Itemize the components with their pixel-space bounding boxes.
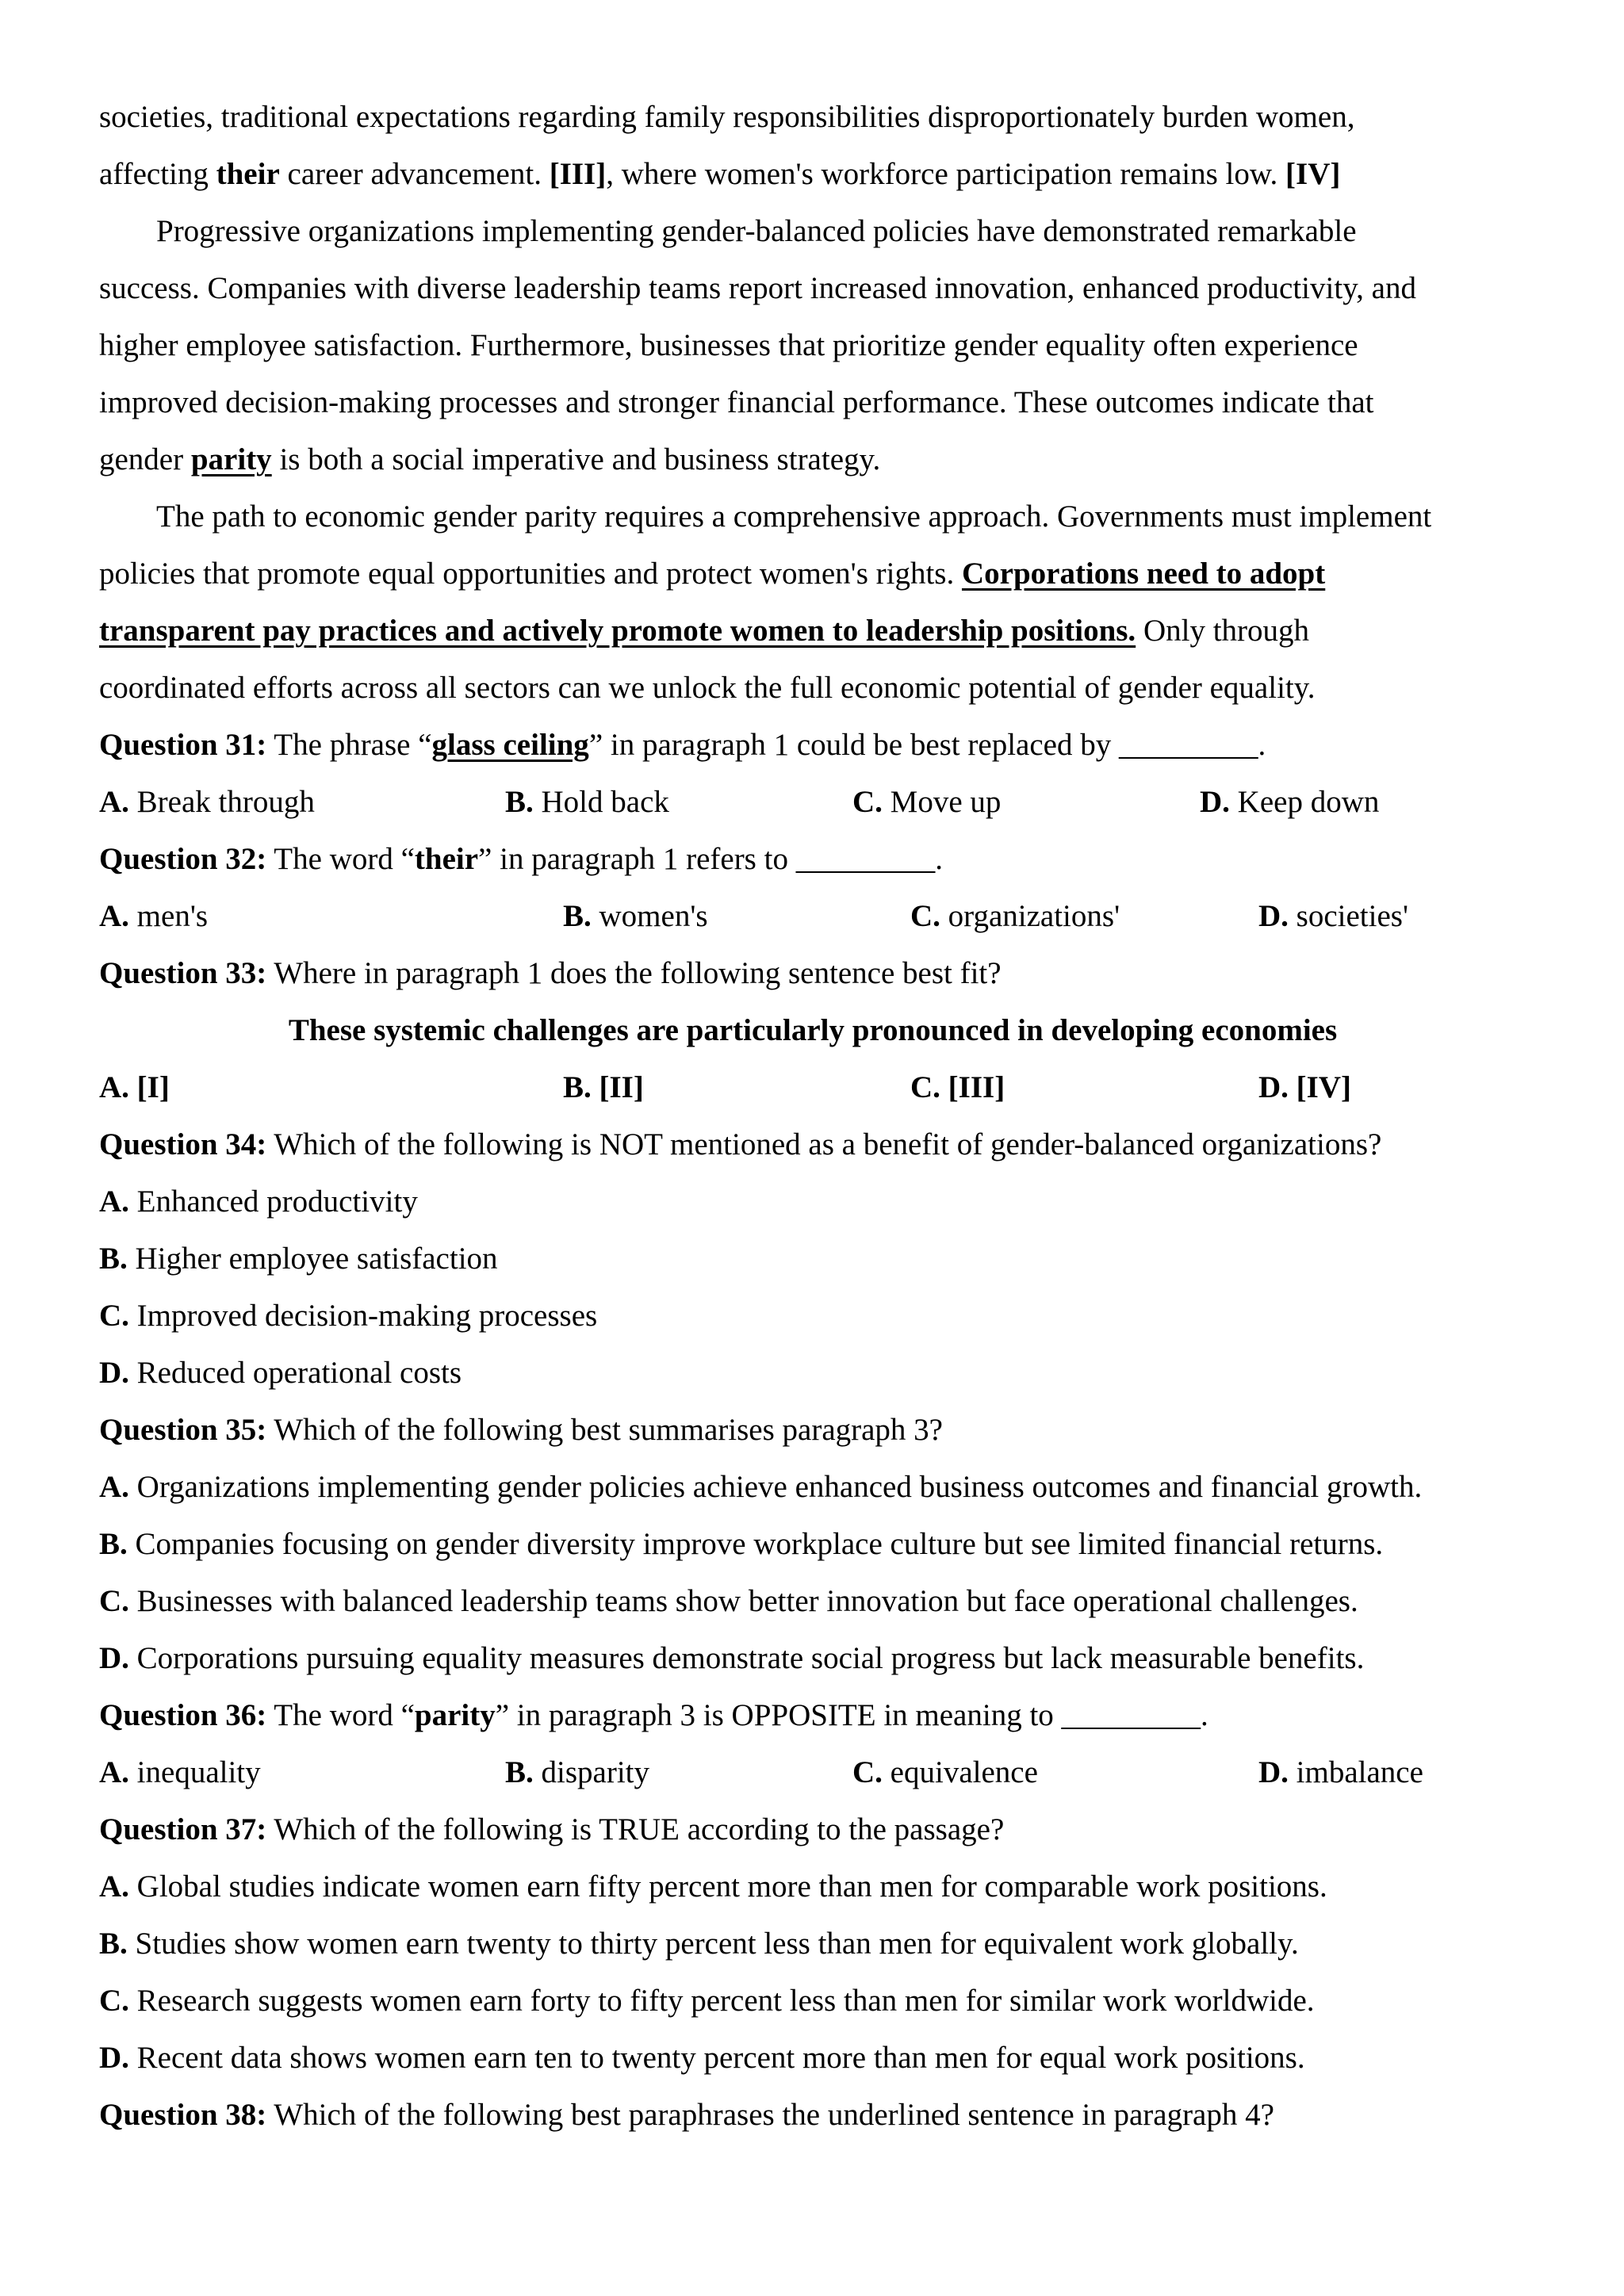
option-d[interactable]: D. societies' xyxy=(1258,899,1408,933)
option-a[interactable]: A. [I] xyxy=(99,1070,170,1104)
option-d[interactable]: D. Corporations pursuing equality measures demonstrate social progress but lack measurable benefits. xyxy=(99,1641,1365,1675)
question-label: Question 31: xyxy=(99,728,267,762)
option-c[interactable]: C. equivalence xyxy=(852,1755,1038,1789)
passage-p4-line-4: coordinated efforts across all sectors can we unlock the full economic potential of gender equality. xyxy=(99,671,1316,705)
question-33: Question 33: Where in paragraph 1 does the following sentence best fit? xyxy=(99,956,1002,990)
passage-p3-line-2: success. Companies with diverse leadership teams report increased innovation, enhanced productivity, and xyxy=(99,271,1416,305)
option-c[interactable]: C. Improved decision-making processes xyxy=(99,1299,598,1333)
question-33-options xyxy=(99,1059,1526,1116)
underlined-sentence-part-1: Corporations need to adopt xyxy=(961,557,1326,591)
passage-p3-line-1: Progressive organizations implementing gender-balanced policies have demonstrated remarkable xyxy=(156,214,1357,248)
passage-p3-line-5: gender parity is both a social imperative and business strategy. xyxy=(99,442,881,476)
question-label: Question 37: xyxy=(99,1812,267,1846)
option-b[interactable]: B. women's xyxy=(563,899,708,933)
option-b[interactable]: B. Studies show women earn twenty to thirty percent less than men for equivalent work globally. xyxy=(99,1927,1299,1961)
option-d[interactable]: D. Recent data shows women earn ten to twenty percent more than men for equal work positions. xyxy=(99,2041,1305,2075)
question-label: Question 36: xyxy=(99,1698,267,1732)
option-d[interactable]: D. imbalance xyxy=(1258,1755,1423,1789)
option-b[interactable]: B. Companies focusing on gender diversity improve workplace culture but see limited financial returns. xyxy=(99,1527,1384,1561)
question-37: Question 37: Which of the following is TRUE according to the passage? xyxy=(99,1812,1005,1846)
underlined-sentence-part-2: transparent pay practices and actively promote women to leadership positions. xyxy=(99,614,1136,648)
question-31-options xyxy=(99,774,1526,831)
passage-p1-line-2: affecting their career advancement. [III], where women's workforce participation remains low. [IV] xyxy=(99,157,1341,191)
question-36: Question 36: The word “parity” in paragraph 3 is OPPOSITE in meaning to _________. xyxy=(99,1698,1208,1732)
option-c[interactable]: C. [III] xyxy=(910,1070,1005,1104)
option-d[interactable]: D. Keep down xyxy=(1200,785,1380,819)
option-a[interactable]: A. Break through xyxy=(99,785,315,819)
option-c[interactable]: C. Research suggests women earn forty to fifty percent less than men for similar work worldwide. xyxy=(99,1984,1315,2018)
question-label: Question 38: xyxy=(99,2098,267,2132)
term-glass-ceiling: glass ceiling xyxy=(431,728,589,762)
term-parity: parity xyxy=(414,1698,496,1732)
question-32: Question 32: The word “their” in paragraph 1 refers to _________. xyxy=(99,842,943,876)
question-32-options xyxy=(99,888,1526,945)
passage-p4-line-3: transparent pay practices and actively promote women to leadership positions. Only through xyxy=(99,614,1310,648)
passage-p4-line-2: policies that promote equal opportunities and protect women's rights. Corporations need to adopt xyxy=(99,557,1326,591)
question-label: Question 34: xyxy=(99,1127,267,1161)
question-38: Question 38: Which of the following best paraphrases the underlined sentence in paragraph 4? xyxy=(99,2098,1274,2132)
option-d[interactable]: D. [IV] xyxy=(1258,1070,1351,1104)
option-c[interactable]: C. Businesses with balanced leadership teams show better innovation but face operational challenges. xyxy=(99,1584,1358,1618)
option-b[interactable]: B. Hold back xyxy=(505,785,669,819)
question-35: Question 35: Which of the following best summarises paragraph 3? xyxy=(99,1413,943,1447)
option-a[interactable]: A. Global studies indicate women earn fifty percent more than men for comparable work positions. xyxy=(99,1869,1327,1904)
question-label: Question 35: xyxy=(99,1413,267,1447)
question-36-options xyxy=(99,1744,1526,1801)
marker-iv: [IV] xyxy=(1285,157,1341,191)
exam-page xyxy=(99,89,1526,2144)
insert-sentence: These systemic challenges are particularly pronounced in developing economies xyxy=(288,1013,1338,1047)
option-b[interactable]: B. disparity xyxy=(505,1755,649,1789)
term-their: their xyxy=(414,842,479,876)
option-a[interactable]: A. men's xyxy=(99,899,209,933)
word-their: their xyxy=(216,157,280,191)
option-c[interactable]: C. organizations' xyxy=(910,899,1120,933)
option-c[interactable]: C. Move up xyxy=(852,785,1002,819)
question-label: Question 32: xyxy=(99,842,267,876)
option-d[interactable]: D. Reduced operational costs xyxy=(99,1356,462,1390)
question-label: Question 33: xyxy=(99,956,267,990)
passage-p3-line-3: higher employee satisfaction. Furthermore, businesses that prioritize gender equality often experience xyxy=(99,328,1358,362)
passage-p3-line-4: improved decision-making processes and stronger financial performance. These outcomes indicate that xyxy=(99,385,1374,419)
question-34: Question 34: Which of the following is NOT mentioned as a benefit of gender-balanced organizations? xyxy=(99,1127,1382,1161)
word-parity: parity xyxy=(190,442,272,476)
passage-p4-line-1: The path to economic gender parity requires a comprehensive approach. Governments must implement xyxy=(156,499,1432,534)
option-a[interactable]: A. Organizations implementing gender policies achieve enhanced business outcomes and financial growth. xyxy=(99,1470,1423,1504)
option-a[interactable]: A. inequality xyxy=(99,1755,261,1789)
option-b[interactable]: B. [II] xyxy=(563,1070,644,1104)
option-b[interactable]: B. Higher employee satisfaction xyxy=(99,1242,498,1276)
question-31: Question 31: The phrase “glass ceiling” in paragraph 1 could be best replaced by _________. xyxy=(99,728,1266,762)
marker-iii: [III] xyxy=(549,157,607,191)
passage-p1-line-1: societies, traditional expectations regarding family responsibilities disproportionately burden women, xyxy=(99,100,1355,134)
option-a[interactable]: A. Enhanced productivity xyxy=(99,1184,418,1219)
